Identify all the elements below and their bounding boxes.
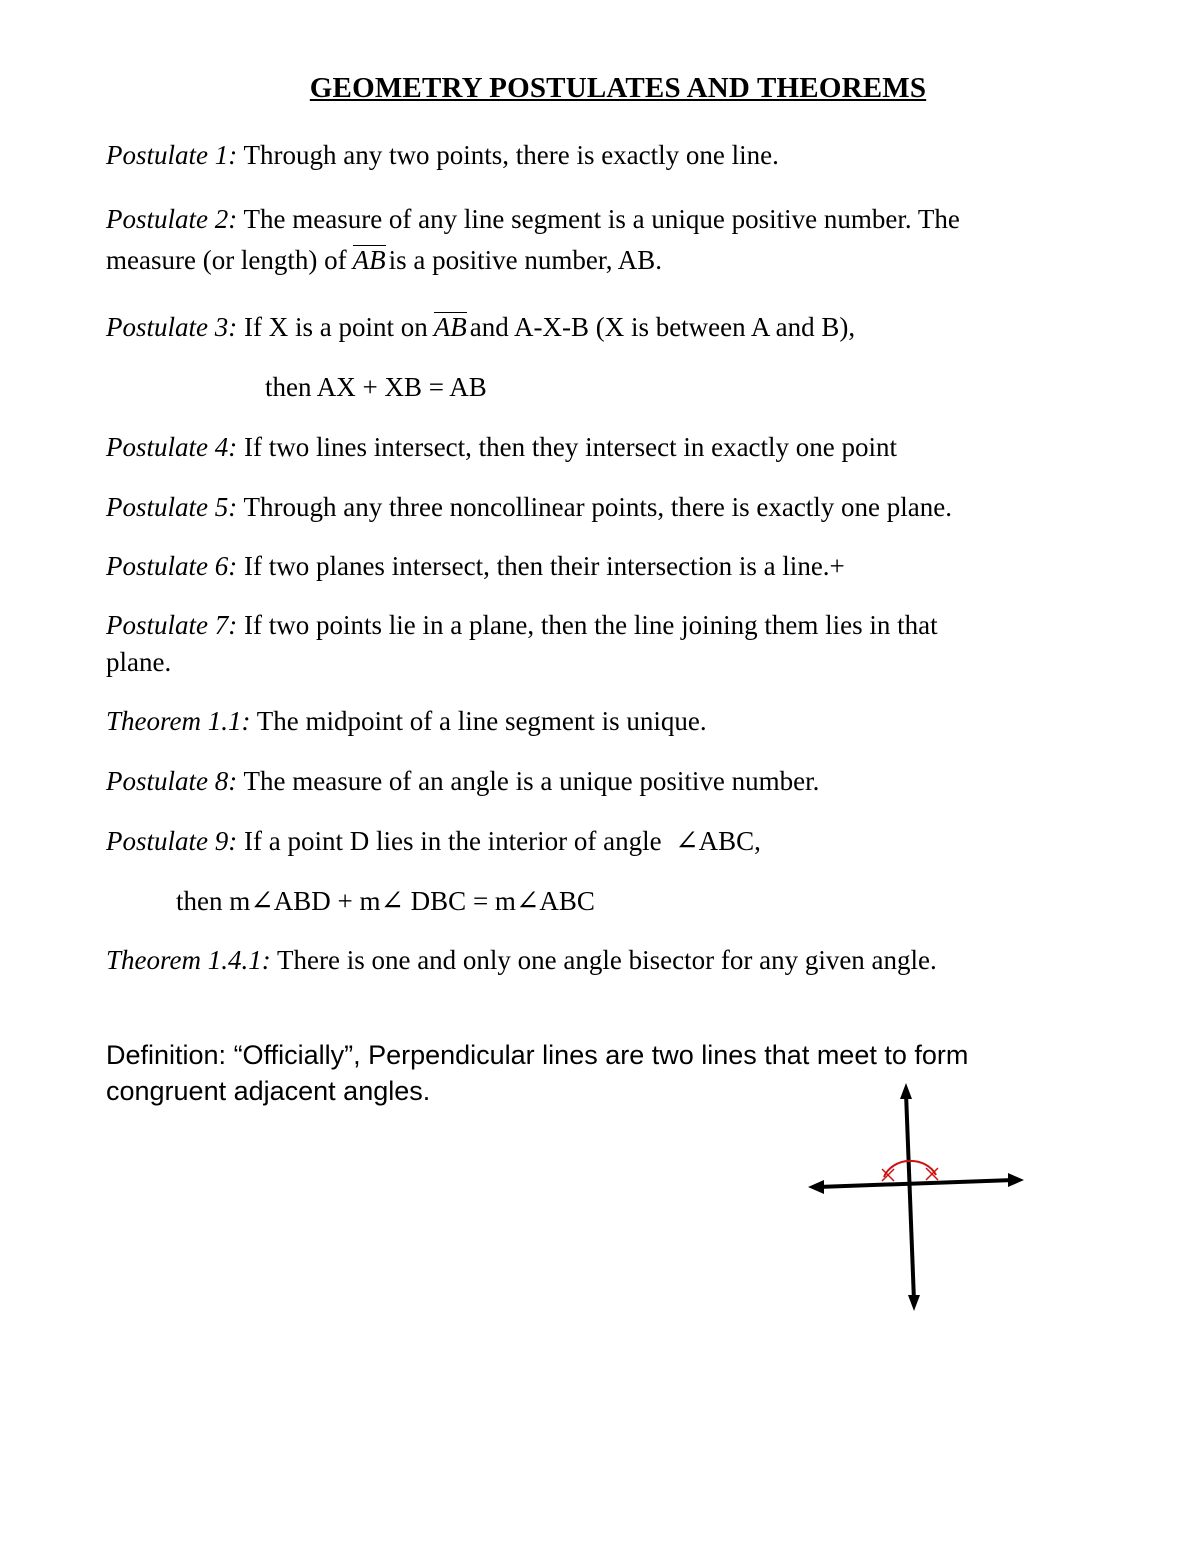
arrowhead-up-icon (900, 1083, 912, 1099)
postulate-7-text-line2: plane. (106, 647, 172, 677)
postulate-5 (106, 490, 952, 524)
arrowhead-right-icon (1008, 1173, 1024, 1187)
postulate-6-text: If two planes intersect, then their intersection is a line.+ (243, 551, 845, 581)
postulate-2-label: Postulate 2: (106, 204, 238, 234)
horizontal-line (818, 1180, 1014, 1187)
vertical-line (906, 1093, 914, 1301)
angle-icon: ∠ (250, 886, 274, 917)
postulate-2-text-line2a: measure (or length) of (106, 245, 347, 275)
postulate-9-text: If a point D lies in the interior of angle (243, 826, 662, 856)
equation-term-2: DBC = m (410, 886, 516, 916)
postulate-7-text-line1: If two points lie in a plane, then the line joining them lies in that (243, 610, 938, 640)
postulate-2-line2 (106, 243, 662, 277)
theorem-1-1 (106, 704, 707, 738)
angle-icon: ∠ (675, 826, 699, 857)
definition-line2: congruent adjacent angles. (106, 1076, 431, 1106)
theorem-1-4-1-text: There is one and only one angle bisector for any given angle. (277, 945, 937, 975)
postulate-2-text-line1: The measure of any line segment is a unique positive number. The (243, 204, 960, 234)
postulate-3 (106, 310, 855, 344)
postulate-3-text-a: If X is a point on (243, 312, 428, 342)
theorem-1-4-1-label: Theorem 1.4.1: (106, 945, 271, 975)
page-title: GEOMETRY POSTULATES AND THEOREMS (309, 72, 927, 104)
postulate-3-text-b: and A-X-B (X is between A and B), (469, 312, 856, 342)
angle-icon: ∠ (380, 886, 404, 917)
theorem-1-1-text: The midpoint of a line segment is unique. (256, 706, 707, 736)
postulate-5-label: Postulate 5: (106, 492, 238, 522)
postulate-6 (106, 549, 845, 583)
postulate-3-equation: then AX + XB = AB (265, 372, 487, 402)
perpendicular-lines-figure (800, 1075, 1040, 1325)
theorem-1-1-label: Theorem 1.1: (106, 706, 251, 736)
postulate-8 (106, 764, 819, 798)
postulate-9 (106, 824, 761, 859)
postulate-2 (106, 202, 960, 236)
segment-ab-overline: AB (433, 312, 467, 342)
segment-ab-overline: AB (352, 245, 386, 275)
theorem-1-4-1 (106, 943, 937, 977)
postulate-1-text: Through any two points, there is exactly one line. (243, 140, 779, 170)
postulate-6-label: Postulate 6: (106, 551, 238, 581)
arrowhead-left-icon (808, 1180, 824, 1194)
angle-icon: ∠ (515, 886, 540, 917)
arrowhead-down-icon (908, 1295, 920, 1311)
equation-term-3: ABC (539, 886, 595, 916)
postulate-9-equation (176, 884, 595, 919)
postulate-4-label: Postulate 4: (106, 432, 238, 462)
postulate-8-text: The measure of an angle is a unique positive number. (243, 766, 820, 796)
postulate-9-angle: ABC, (698, 826, 761, 856)
postulate-7 (106, 608, 938, 642)
definition-line1: Definition: “Officially”, Perpendicular lines are two lines that meet to form (106, 1040, 969, 1070)
postulate-5-text: Through any three noncollinear points, there is exactly one plane. (243, 492, 953, 522)
postulate-1-label: Postulate 1: (106, 140, 238, 170)
postulate-7-label: Postulate 7: (106, 610, 238, 640)
postulate-4 (106, 430, 897, 464)
postulate-2-text-line2b: is a positive number, AB. (388, 245, 663, 275)
postulate-9-label: Postulate 9: (106, 826, 238, 856)
postulate-4-text: If two lines intersect, then they intersect in exactly one point (243, 432, 898, 462)
equation-then: then m (176, 886, 251, 916)
postulate-8-label: Postulate 8: (106, 766, 238, 796)
equation-term-1: ABD + m (273, 886, 381, 916)
postulate-3-label: Postulate 3: (106, 312, 238, 342)
postulate-1 (106, 138, 779, 172)
